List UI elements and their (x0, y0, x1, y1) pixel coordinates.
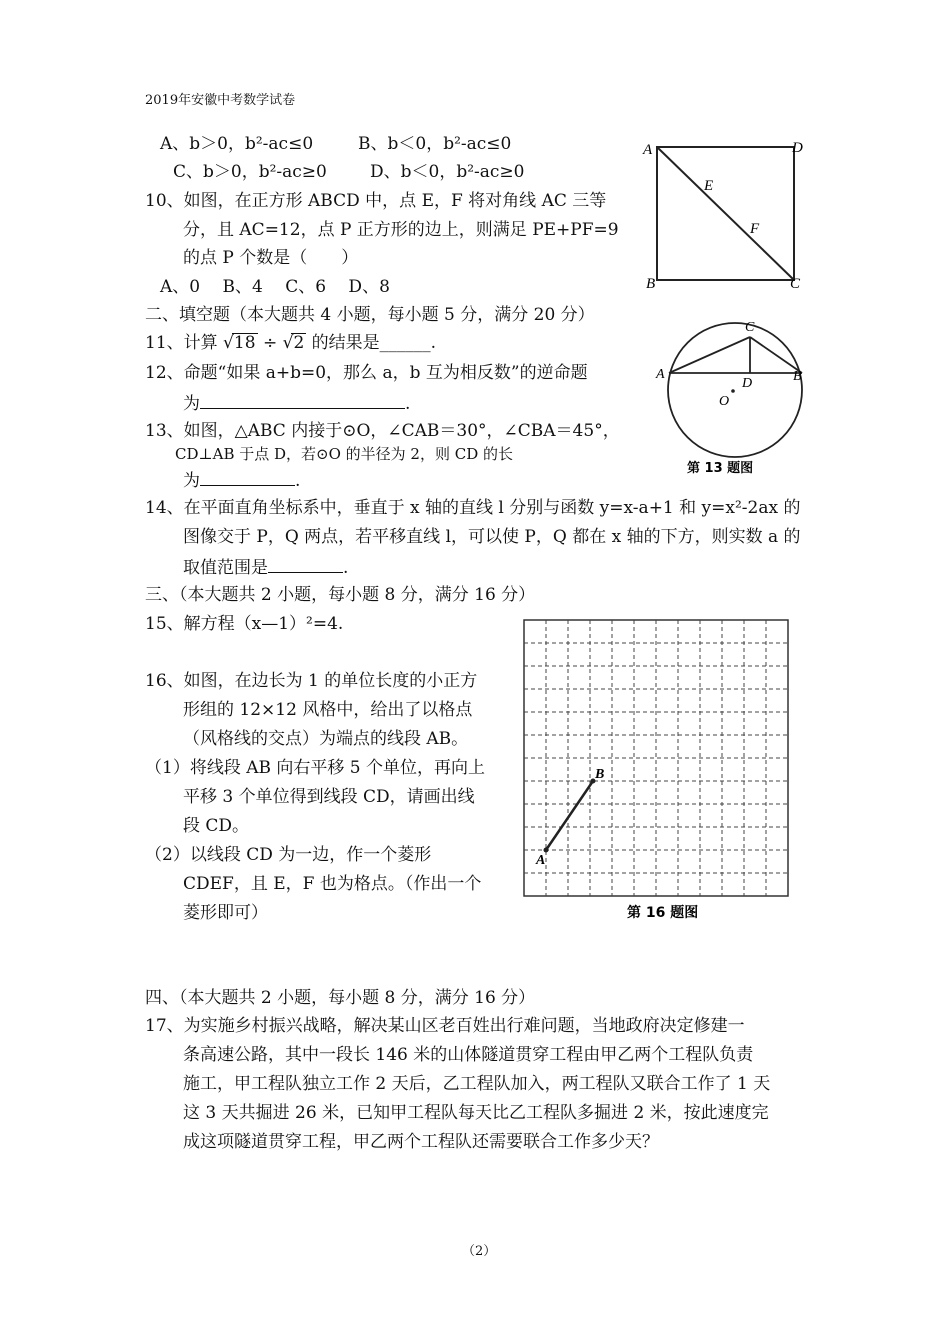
q14-line-1: 14、在平面直角坐标系中，垂直于 x 轴的直线 l 分别与函数 y=x-a+1 和 y=x²-2ax 的 (145, 498, 801, 518)
q10-line-1: 10、如图，在正方形 ABCD 中，点 E，F 将对角线 AC 三等 (145, 191, 607, 211)
q12-suffix: . (405, 394, 411, 414)
label-c: C (745, 320, 755, 335)
label-f: F (750, 221, 760, 237)
label-e: E (704, 178, 714, 194)
grid-lines (524, 620, 788, 896)
q16-line-2: 形组的 12×12 风格中，给出了以格点 (183, 700, 473, 720)
label-b: B (646, 276, 656, 292)
q9-option-a: A、b＞0，b²-ac≤0 (160, 134, 314, 154)
page-header: 2019年安徽中考数学试卷 (145, 93, 296, 108)
label-a: A (643, 142, 653, 158)
q17-line-4: 这 3 天共掘进 26 米，已知甲工程队每天比乙工程队多掘进 2 米，按此速度完 (183, 1103, 769, 1123)
q12-line-1: 12、命题“如果 a+b=0，那么 a，b 互为相反数”的逆命题 (145, 363, 588, 383)
label-b: B (595, 767, 605, 782)
figure-caption: 第 16 题图 (627, 905, 699, 921)
figure-caption: 第 13 题图 (687, 461, 754, 476)
q10-line-3: 的点 P 个数是（ ） (183, 248, 359, 268)
q13-line-1: 13、如图，△ABC 内接于⊙O，∠CAB＝30°，∠CBA＝45°， (145, 421, 620, 441)
q13-prefix: 为 (183, 471, 200, 491)
label-b: B (793, 369, 802, 384)
q16-part-1-line-2: 平移 3 个单位得到线段 CD，请画出线 (183, 787, 475, 807)
q16-part-2-line-1: （2）以线段 CD 为一边，作一个菱形 (145, 845, 432, 865)
q17-line-2: 条高速公路，其中一段长 146 米的山体隧道贯穿工程由甲乙两个工程队负责 (183, 1045, 754, 1065)
q11-prefix: 11、计算 (145, 333, 218, 353)
q16-part-1-line-3: 段 CD。 (183, 816, 250, 836)
q16-part-2-line-3: 菱形即可） (183, 903, 268, 923)
label-c: C (790, 276, 801, 292)
q15: 15、解方程（x—1）²=4. (145, 614, 344, 634)
q10-options: A、0 B、4 C、6 D、8 (160, 277, 390, 297)
label-d: D (742, 376, 753, 391)
q17-line-3: 施工，甲工程队独立工作 2 天后，乙工程队加入，两工程队又联合工作了 1 天 (183, 1074, 771, 1094)
sqrt-symbol: √ (223, 333, 234, 353)
q9-option-b: B、b＜0，b²-ac≤0 (358, 134, 512, 154)
chord-bc (750, 337, 802, 373)
q14-suffix: . (343, 558, 349, 578)
q12-answer-blank[interactable] (200, 391, 405, 409)
q14-prefix: 取值范围是 (183, 558, 268, 578)
diagonal-ac (657, 147, 794, 280)
q13-line-3 (183, 468, 300, 492)
q17-line-5: 成这项隧道贯穿工程，甲乙两个工程队还需要联合工作多少天？ (183, 1132, 659, 1152)
label-d: D (792, 140, 803, 156)
q14-line-3 (183, 555, 348, 579)
q16-part-2-line-2: CDEF，且 E，F 也为格点。（作出一个 (183, 874, 482, 894)
q14-answer-blank[interactable] (268, 555, 343, 573)
q13-line-2: CD⊥AB 于点 D，若⊙O 的半径为 2，则 CD 的长 (175, 445, 514, 463)
grid-figure (512, 612, 802, 932)
q17-line-1: 17、为实施乡村振兴战略，解决某山区老百姓出行难问题，当地政府决定修建一 (145, 1016, 745, 1036)
q11 (145, 332, 436, 354)
q10-line-2: 分，且 AC=12，点 P 正方形的边上，则满足 PE+PF=9 (183, 220, 619, 240)
q16-part-1-line-1: （1）将线段 AB 向右平移 5 个单位，再向上 (145, 758, 486, 778)
label-o: O (719, 394, 730, 409)
q11-div: ÷ (262, 333, 278, 353)
square-figure (640, 130, 815, 295)
center-dot (731, 389, 735, 393)
q9-option-d: D、b＜0，b²-ac≥0 (370, 162, 525, 182)
q13-suffix: . (295, 471, 301, 491)
point-a (544, 848, 549, 853)
q12-line-2 (183, 391, 410, 415)
q16-line-1: 16、如图，在边长为 1 的单位长度的小正方 (145, 671, 478, 691)
q11-radicand-1: 18 (233, 333, 256, 353)
segment-ab (546, 781, 593, 850)
section-3-heading: 三、（本大题共 2 小题，每小题 8 分，满分 16 分） (145, 585, 536, 605)
q13-answer-blank[interactable] (200, 468, 295, 486)
label-a: A (656, 367, 665, 382)
chord-ac (669, 337, 750, 373)
q12-prefix: 为 (183, 394, 200, 414)
label-a: A (536, 853, 546, 868)
q14-line-2: 图像交于 P，Q 两点，若平移直线 l，可以使 P，Q 都在 x 轴的下方，则实数 a 的 (183, 527, 801, 547)
q9-option-c: C、b＞0，b²-ac≥0 (173, 162, 327, 182)
sqrt-symbol: √ (282, 333, 294, 353)
section-2-heading: 二、填空题（本大题共 4 小题，每小题 5 分，满分 20 分） (145, 305, 595, 325)
section-4-heading: 四、（本大题共 2 小题，每小题 8 分，满分 16 分） (145, 988, 536, 1008)
q16-line-3: （风格线的交点）为端点的线段 AB。 (183, 729, 469, 749)
page-number: （2） (462, 1244, 497, 1259)
circle-figure (652, 315, 812, 480)
q11-radicand-2: 2 (293, 333, 305, 353)
q11-suffix: 的结果是______. (311, 333, 437, 353)
